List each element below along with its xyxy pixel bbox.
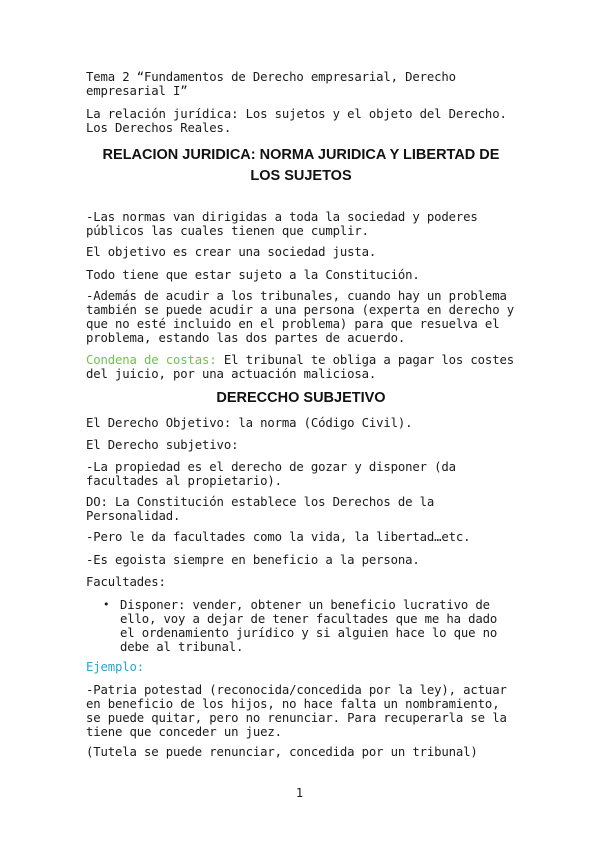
- heading-derecho-subjetivo: DERECCHO SUBJETIVO: [216, 390, 386, 406]
- list-item-disponer: [98, 598, 508, 654]
- facultades-list: [98, 598, 508, 654]
- ejemplo-label: Ejemplo:: [86, 660, 145, 674]
- paragraph-constitucion: Todo tiene que estar sujeto a la Constitución.: [86, 268, 420, 282]
- paragraph-egoista: -Es egoista siempre en beneficio a la persona.: [86, 553, 420, 567]
- subtitle: La relación jurídica: Los sujetos y el objeto del Derecho. Los Derechos Reales.: [86, 107, 507, 135]
- paragraph-personalidad: DO: La Constitución establece los Derechos de la Personalidad.: [86, 495, 435, 523]
- paragraph-tutela: (Tutela se puede renunciar, concedida por un tribunal): [86, 745, 478, 759]
- page-number: 1: [295, 786, 304, 800]
- topic-line: Tema 2 “Fundamentos de Derecho empresarial, Derecho empresarial I”: [86, 70, 456, 98]
- paragraph-facultades-vida: -Pero le da facultades como la vida, la libertad…etc.: [86, 530, 471, 544]
- paragraph-derecho-objetivo: El Derecho Objetivo: la norma (Código Civil).: [86, 416, 413, 430]
- paragraph-objetivo: El objetivo es crear una sociedad justa.: [86, 245, 377, 259]
- condena-costas-label: Condena de costas:: [86, 353, 217, 367]
- condena-costas-text: El tribunal te obliga a pagar los costes del juicio, por una actuación maliciosa.: [86, 353, 514, 381]
- heading-relacion-juridica: RELACION JURIDICA: NORMA JURIDICA Y LIBERTAD DE LOS SUJETOS: [102, 147, 500, 184]
- paragraph-condena-costas: [86, 353, 516, 381]
- bullet-icon: •: [103, 598, 110, 611]
- paragraph-facultades: Facultades:: [86, 575, 166, 589]
- list-item-text: Disponer: vender, obtener un beneficio lucrativo de ello, voy a dejar de tener facultades que me ha dado el ordenamiento jurídico y si alguien hace lo que no debe al tribunal.: [120, 598, 498, 654]
- paragraph-tribunales: -Además de acudir a los tribunales, cuando hay un problema también se puede acudir a una persona (experta en derecho y que no esté incluido en el problema) para que resuelva el problema, estando las dos partes de acuerdo.: [86, 289, 514, 345]
- paragraph-propiedad: -La propiedad es el derecho de gozar y disponer (da facultades al propietario).: [86, 460, 456, 488]
- paragraph-patria-potestad: -Patria potestad (reconocida/concedida por la ley), actuar en beneficio de los hijos, no hace falta un nombramiento, se puede quitar, pero no renunciar. Para recuperarla se la tiene que conceder un juez.: [86, 683, 507, 739]
- paragraph-normas: -Las normas van dirigidas a toda la sociedad y poderes públicos las cuales tienen que cumplir.: [86, 210, 478, 238]
- paragraph-derecho-subjetivo: El Derecho subjetivo:: [86, 438, 239, 452]
